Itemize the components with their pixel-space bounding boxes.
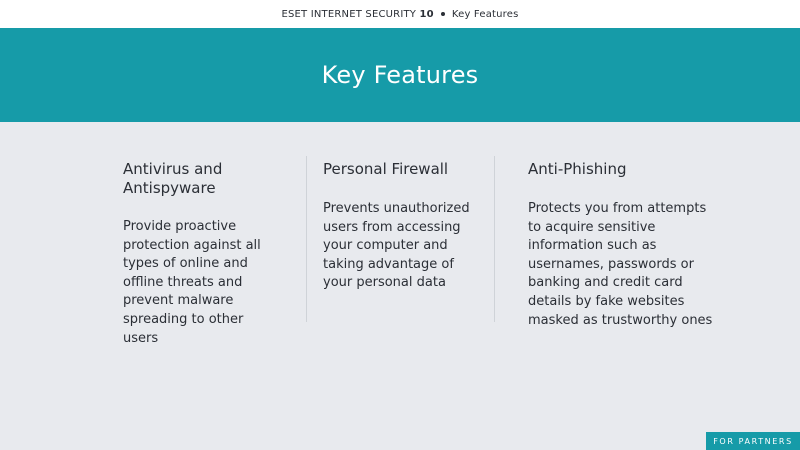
- top-bar: [0, 0, 800, 28]
- column-divider: [494, 156, 495, 322]
- product-name: ESET INTERNET SECURITY 10: [281, 8, 434, 20]
- feature-description: Provide proactive protection against all types of online and offline threats and prevent malware spreading to other users: [123, 219, 261, 346]
- feature-column-anti-phishing: [528, 160, 718, 330]
- feature-title: Anti-Phishing: [528, 160, 627, 178]
- column-divider: [306, 156, 307, 322]
- feature-title: Antivirus and Antispyware: [123, 160, 223, 197]
- feature-description: Prevents unauthorized users from accessing your computer and taking advantage of your personal data: [323, 201, 470, 291]
- feature-column-antivirus: [123, 160, 273, 348]
- hero-banner: [0, 28, 800, 122]
- bullet-separator-icon: [441, 12, 445, 16]
- section-label: Key Features: [451, 8, 519, 20]
- for-partners-badge: FOR PARTNERS: [706, 432, 800, 450]
- feature-column-firewall: [323, 160, 483, 293]
- feature-description: Protects you from attempts to acquire sensitive information such as usernames, passwords or banking and credit card details by fake websites masked as trustworthy ones: [528, 201, 713, 328]
- feature-title: Personal Firewall: [323, 160, 449, 178]
- page-title: Key Features: [321, 61, 479, 89]
- product-version: 10: [419, 8, 434, 20]
